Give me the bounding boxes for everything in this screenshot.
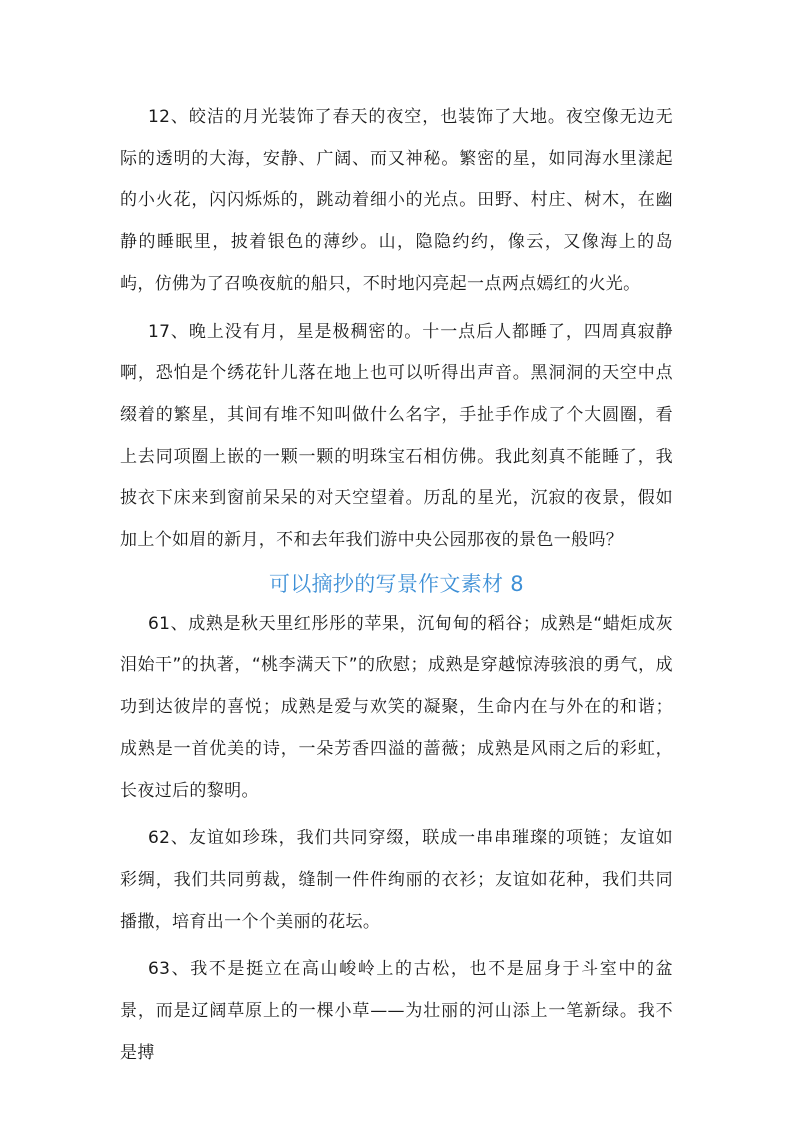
document-page xyxy=(120,97,673,1074)
paragraph-61: 61、成熟是秋天里红彤彤的苹果，沉甸甸的稻谷；成熟是“蜡炬成灰泪始干”的执著，“桃李满天下”的欣慰；成熟是穿越惊涛骇浪的勇气，成功到达彼岸的喜悦；成熟是爱与欢笑的凝聚，生命内在与外在的和谐；成熟是一首优美的诗，一朵芳香四溢的蔷薇；成熟是风雨之后的彩虹，长夜过后的黎明。 xyxy=(120,613,673,801)
paragraph-17: 17、晚上没有月，星是极稠密的。十一点后人都睡了，四周真寂静啊，恐怕是个绣花针儿落在地上也可以听得出声音。黑洞洞的天空中点缀着的繁星，其间有堆不知叫做什么名字，手扯手作成了个大圆圈，看上去同项圈上嵌的一颗一颗的明珠宝石相仿佛。我此刻真不能睡了，我披衣下床来到窗前呆呆的对天空望着。历乱的星光，沉寂的夜景，假如加上个如眉的新月，不和去年我们游中央公园那夜的景色一般吗？ xyxy=(120,321,673,551)
paragraph-12: 12、皎洁的月光装饰了春天的夜空，也装饰了大地。夜空像无边无际的透明的大海，安静、广阔、而又神秘。繁密的星，如同海水里漾起的小火花，闪闪烁烁的，跳动着细小的光点。田野、村庄、树木，在幽静的睡眠里，披着银色的薄纱。山，隐隐约约，像云，又像海上的岛屿，仿佛为了召唤夜航的船只，不时地闪亮起一点两点嫣红的火光。 xyxy=(120,107,673,294)
section-heading: 可以摘抄的写景作文素材 8 xyxy=(269,571,524,596)
paragraph-62: 62、友谊如珍珠，我们共同穿缀，联成一串串璀璨的项链；友谊如彩绸，我们共同剪裁，缝制一件件绚丽的衣衫；友谊如花种，我们共同播撒，培育出一个个美丽的花坛。 xyxy=(120,828,673,932)
paragraph-63: 63、我不是挺立在高山峻岭上的古松，也不是屈身于斗室中的盆景，而是辽阔草原上的一棵小草——为壮丽的河山添上一笔新绿。我不是搏 xyxy=(120,959,673,1063)
